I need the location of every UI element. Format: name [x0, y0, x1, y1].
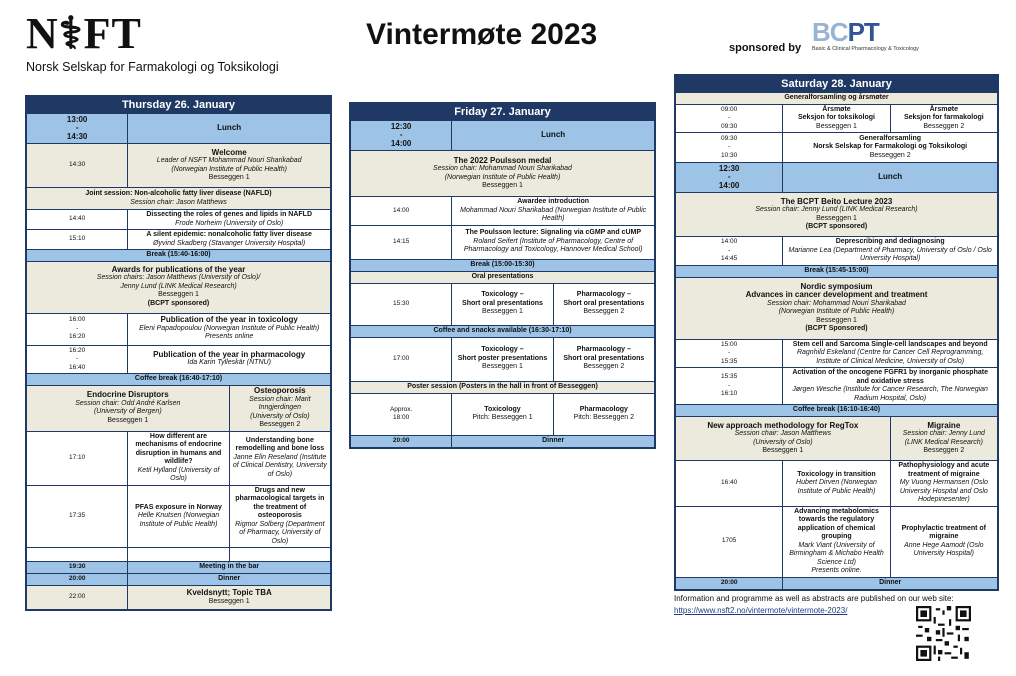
tox-short-poster: Toxicology – Short poster presentations Besseggen 1: [452, 337, 553, 381]
bcpt-logo: [812, 18, 919, 52]
poulsson-medal-session: The 2022 Poulsson medal Session chair: Mohammad Nouri Sharikabad (Norwegian Institute of Public Health) Besseggen 1: [351, 151, 655, 197]
time: 12:30 - 14:00: [676, 163, 783, 193]
time: 14:40: [27, 210, 128, 230]
welcome-session: Welcome Leader of NSFT Mohammad Nouri Sharikabad (Norwegian Institute of Public Health) Besseggen 1: [128, 144, 331, 188]
talk-pub-tox: Publication of the year in toxicology Eleni Papadopoulou (Norwegian Institute of Public Health) Presents online: [128, 313, 331, 345]
time: 12:30 - 14:00: [351, 121, 452, 151]
time: 15:00 - 15:35: [676, 339, 783, 368]
arsmote-pharm: Årsmøte Seksjon for farmakologi Besseggen 2: [890, 104, 997, 133]
regtox-session: New approach methodology for RegTox Session chair: Jason Matthews (University of Oslo) Besseggen 1: [676, 417, 891, 461]
time: 09:30 - 10:30: [676, 133, 783, 163]
time: 16:00 - 16:20: [27, 313, 128, 345]
day-header: Thursday 26. January: [27, 97, 331, 114]
bcpt-mark: BCPT: [812, 17, 879, 47]
osteoporosis-session: Osteoporosis Session chair: Marit Inngjerdingen (University of Oslo) Besseggen 2: [229, 386, 330, 432]
talk-migraine-prophylactic: Prophylactic treatment of migraine Anne Hege Aamodt (Oslo University Hospital): [890, 506, 997, 577]
talk-pub-pharm: Publication of the year in pharmacology Ida Karin Tylleskär (NTNU): [128, 345, 331, 374]
time: 17:35: [27, 485, 128, 548]
lunch-label: Lunch: [128, 114, 331, 144]
page-title: Vintermøte 2023: [366, 18, 598, 51]
time: 14:00 - 14:45: [676, 237, 783, 266]
friday-column: [349, 102, 656, 449]
pharm-short-oral-2: Pharmacology – Short oral presentations Besseggen 2: [553, 337, 654, 381]
bar-meeting: Meeting in the bar: [128, 562, 331, 574]
time: 15:30: [351, 283, 452, 325]
lunch-label: Lunch: [783, 163, 998, 193]
footer-info: [674, 594, 954, 615]
tox-short-oral: Toxicology – Short oral presentations Besseggen 1: [452, 283, 553, 325]
break-row: Break (15:40-16:00): [27, 250, 331, 262]
break-row: Break (15:00-15:30): [351, 259, 655, 271]
endocrine-session: Endocrine Disruptors Session chair: Odd André Karlsen (University of Bergen) Besseggen 1: [27, 386, 230, 432]
tox-pitch: Toxicology Pitch: Besseggen 1: [452, 393, 553, 435]
time: 16:20 - 16:40: [27, 345, 128, 374]
qr-code-icon: [916, 606, 971, 661]
org-name: Norsk Selskap for Farmakologi og Toksikologi: [26, 60, 279, 74]
dinner: Dinner: [128, 574, 331, 586]
footer-info-text: Information and programme as well as abstracts are published on our web site:: [674, 594, 954, 603]
talk-nafld-genes: Dissecting the roles of genes and lipids in NAFLD Frode Norheim (University of Oslo): [128, 210, 331, 230]
talk-migraine-acute: Pathophysiology and acute treatment of migraine My Vuong Hermansen (Oslo University Hospital and Oslo Hodepinesenter): [890, 461, 997, 507]
kveldsnytt: Kveldsnytt; Topic TBA Besseggen 1: [128, 586, 331, 610]
nordic-symposium: Nordic symposium Advances in cancer development and treatment Session chair: Mohammad Nouri Sharikabad (Norwegian Institute of Public Health) Besseggen 1 (BCPT Sponsored): [676, 277, 998, 339]
time: 14:15: [351, 225, 452, 259]
day-header: Saturday 28. January: [676, 76, 998, 93]
time: 20:00: [351, 435, 452, 447]
time: 13:00 - 14:30: [27, 114, 128, 144]
talk-metabolomics: Advancing metabolomics towards the regulatory application of chemical grouping Mark Viant (University of Birmingham & Michabo Health Science Ltd) Presents online.: [783, 506, 890, 577]
joint-session: Joint session: Non-alcoholic fatty liver disease (NAFLD) Session chair: Jason Matthews: [27, 188, 331, 210]
empty-cell: [128, 548, 229, 562]
pharm-short-oral: Pharmacology – Short oral presentations Besseggen 2: [553, 283, 654, 325]
talk-fgfr1: Activation of the oncogene FGFR1 by inorganic phosphate and oxidative stress Jørgen Wesche (Institute for Cancer Research, The Norwegian Radium Hospital, Oslo): [783, 368, 998, 405]
time: 14:00: [351, 197, 452, 226]
talk-stem-cell: Stem cell and Sarcoma Single-cell landscapes and beyond Ragnhild Eskeland (Centre for Cancer Cell Reprogramming, Institute of Clinical Medicine, University of Oslo): [783, 339, 998, 368]
talk-osteoporosis-drugs: Drugs and new pharmacological targets in the treatment of osteoporosis Rigmor Solberg (Department of Pharmacy, University of Oslo): [229, 485, 330, 548]
dinner: Dinner: [452, 435, 655, 447]
time: 20:00: [676, 577, 783, 589]
day-header: Friday 27. January: [351, 104, 655, 121]
thursday-column: [25, 95, 332, 611]
sponsored-by-label: sponsored by: [729, 42, 802, 54]
time: 15:10: [27, 230, 128, 250]
awardee-introduction: Awardee introduction Mohammad Nouri Sharikabad (Norwegian Institute of Public Health): [452, 197, 655, 226]
time: 16:40: [676, 461, 783, 507]
lunch-label: Lunch: [452, 121, 655, 151]
time: 22:00: [27, 586, 128, 610]
time: 20:00: [27, 574, 128, 586]
website-link[interactable]: https://www.nsft2.no/vintermote/vintermote-2023/: [674, 606, 848, 615]
poster-session-header: Poster session (Posters in the hall in front of Besseggen): [351, 381, 655, 393]
coffee-break-row: Coffee break (16:40-17:10): [27, 374, 331, 386]
break-row: Break (15:45-15:00): [676, 265, 998, 277]
time: 17:10: [27, 431, 128, 485]
talk-tox-transition: Toxicology in transition Hubert Dirven (Norwegian Institute of Public Health): [783, 461, 890, 507]
pharm-pitch: Pharmacology Pitch: Besseggen 2: [553, 393, 654, 435]
coffee-row: Coffee and snacks available (16:30-17:10): [351, 325, 655, 337]
oral-presentations-header: Oral presentations: [351, 271, 655, 283]
time: 09:00 - 09:30: [676, 104, 783, 133]
time: 19:30: [27, 562, 128, 574]
talk-pfas: PFAS exposure in Norway Helle Knutsen (Norwegian Institute of Public Health): [128, 485, 229, 548]
nsft-logo: N⚕FT: [26, 9, 142, 58]
generalforsamling: Generalforsamling Norsk Selskap for Farmakologi og Toksikologi Besseggen 2: [783, 133, 998, 163]
empty-cell: [27, 548, 128, 562]
talk-bone-remodelling: Understanding bone remodelling and bone loss Janne Elin Reseland (Institute of Clinical Dentistry, University of Oslo): [229, 431, 330, 485]
time: 1705: [676, 506, 783, 577]
dinner: Dinner: [783, 577, 998, 589]
bcpt-tagline: Basic & Clinical Pharmacology & Toxicology: [812, 46, 919, 52]
poulsson-lecture: The Poulsson lecture: Signaling via cGMP and cUMP Roland Seifert (Institute of Pharmacology, Centre of Pharmacology and Toxicology, Hannover Medical School): [452, 225, 655, 259]
time: 14:30: [27, 144, 128, 188]
awards-session: Awards for publications of the year Session chairs: Jason Matthews (University of Oslo)/ Jenny Lund (LINK Medical Research) Besseggen 1 (BCPT sponsored): [27, 261, 331, 313]
talk-endocrine-mechanisms: How different are mechanisms of endocrine disruption in humans and wildlife? Ketil Hylland (University of Oslo): [128, 431, 229, 485]
talk-deprescribing: Deprescribing and dediagnosing Marianne Lea (Department of Pharmacy, University of Oslo / Oslo University Hospital): [783, 237, 998, 266]
empty-cell: [229, 548, 330, 562]
time: 15:35 - 16:10: [676, 368, 783, 405]
time: Approx. 18:00: [351, 393, 452, 435]
talk-silent-epidemic: A silent epidemic: nonalcoholic fatty liver disease Øyvind Skadberg (Stavanger University Hospital): [128, 230, 331, 250]
migraine-session: Migraine Session chair: Jenny Lund (LINK Medical Research) Besseggen 2: [890, 417, 997, 461]
agm-header: Generalforsamling og årsmøter: [676, 93, 998, 105]
coffee-break-row: Coffee break (16:10-16:40): [676, 405, 998, 417]
time: 17:00: [351, 337, 452, 381]
saturday-column: [674, 74, 999, 591]
beito-lecture-session: The BCPT Beito Lecture 2023 Session chair: Jenny Lund (LINK Medical Research) Besseggen 1 (BCPT sponsored): [676, 193, 998, 237]
arsmote-tox: Årsmøte Seksjon for toksikologi Besseggen 1: [783, 104, 890, 133]
